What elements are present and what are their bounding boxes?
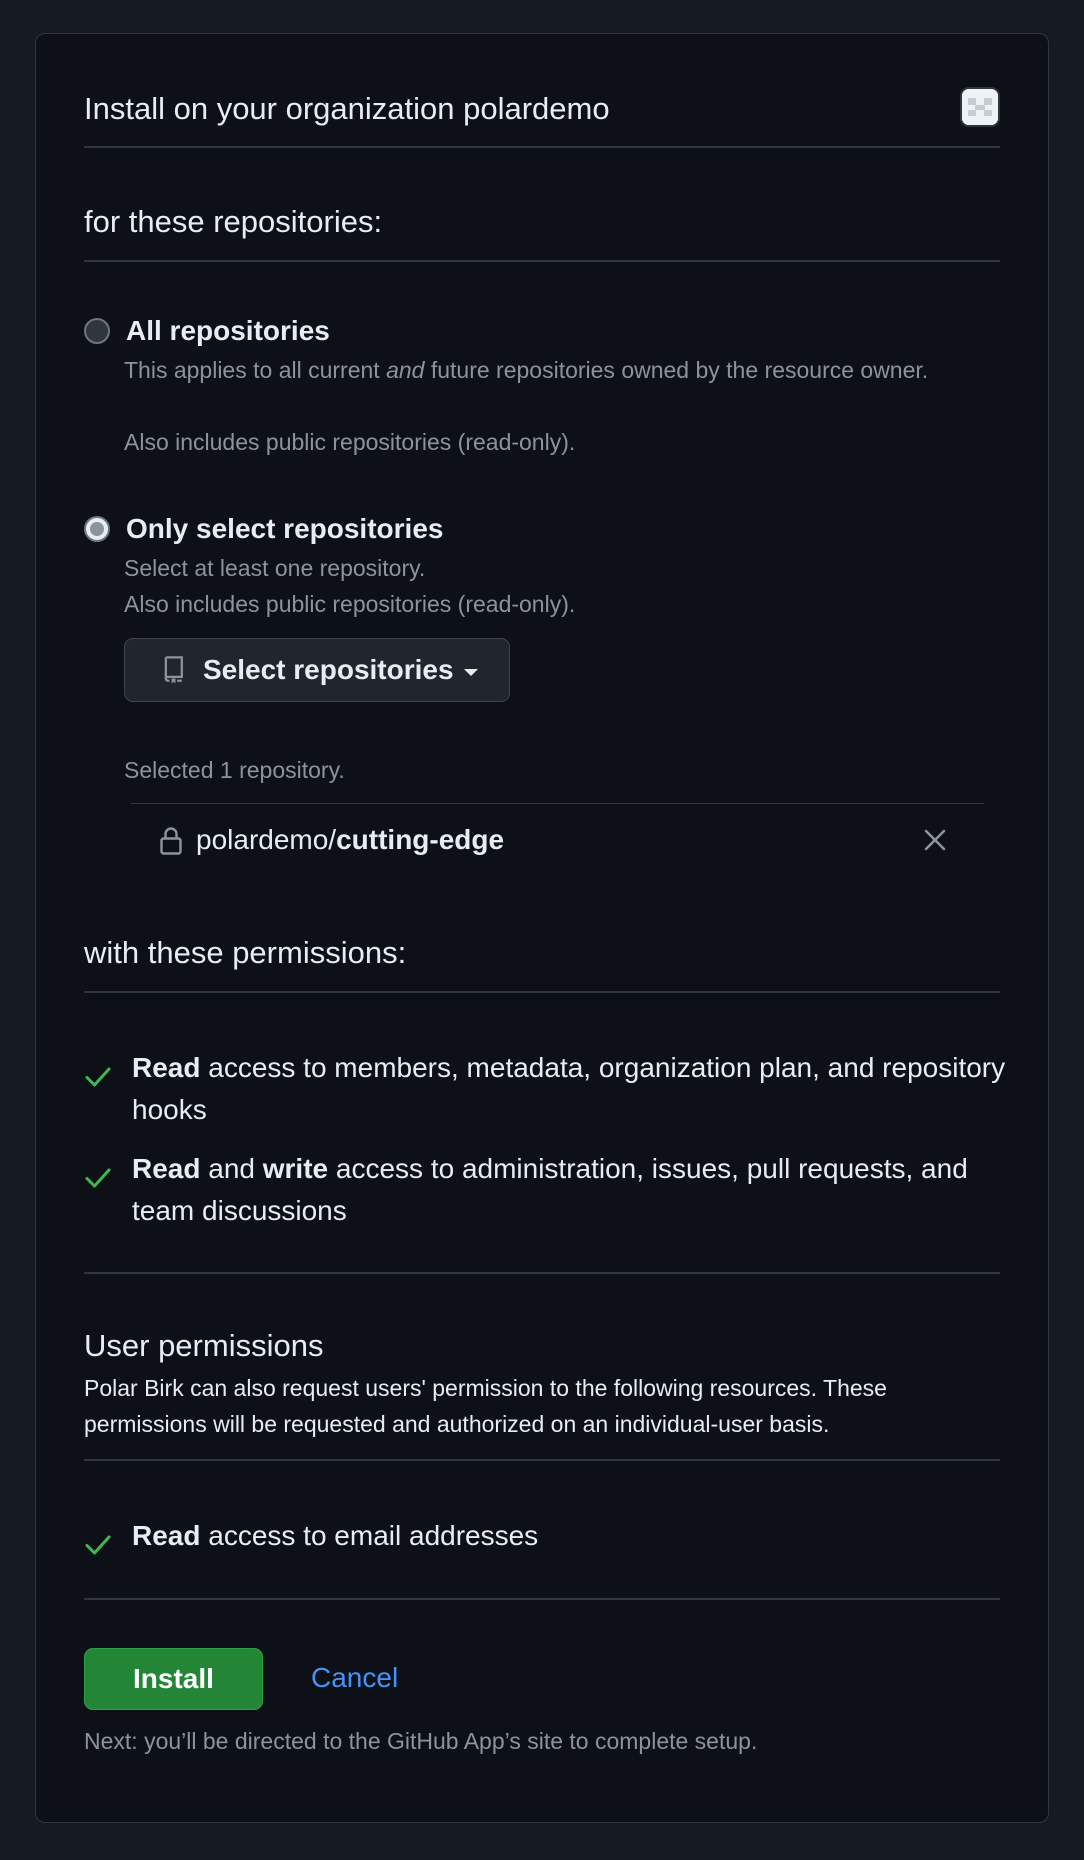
setup-footnote: Next: you’ll be directed to the GitHub App’s site to complete setup. — [84, 1728, 758, 1754]
divider — [84, 1272, 1000, 1274]
select-repositories-button-label: Select repositories — [203, 654, 454, 685]
repo-icon — [161, 655, 187, 685]
select-repositories-button[interactable] — [124, 638, 510, 702]
org-avatar[interactable] — [960, 87, 1000, 127]
select-repositories-label[interactable]: Only select repositories — [126, 513, 444, 544]
selected-repository-name: polardemo/cutting-edge — [196, 824, 505, 855]
remove-repository-close-icon[interactable] — [921, 826, 949, 854]
identicon-avatar-icon — [962, 89, 998, 125]
selected-count: Selected 1 repository. — [124, 757, 345, 783]
user-permissions-description: Polar Birk can also request users' permission to the following resources. These permissions will be requested and authorized on an individual-user basis. — [84, 1375, 887, 1437]
page-title: Install on your organization polardemo — [84, 91, 610, 126]
all-repositories-note: Also includes public repositories (read-only). — [124, 429, 576, 455]
divider — [84, 1598, 1000, 1600]
selected-repository-row — [131, 803, 984, 878]
all-repositories-description: This applies to all current and future repositories owned by the resource owner. — [124, 357, 929, 383]
all-repositories-radio[interactable] — [84, 318, 110, 344]
lock-icon — [159, 826, 183, 856]
caret-down-icon — [464, 669, 478, 676]
divider — [84, 1459, 1000, 1461]
check-icon — [84, 1166, 112, 1190]
divider — [84, 260, 1000, 262]
permissions-heading: with these permissions: — [84, 935, 407, 970]
select-repositories-note: Also includes public repositories (read-only). — [124, 591, 576, 617]
select-repositories-radio[interactable] — [84, 516, 110, 542]
install-card: Install on your organization polardemo for these repositories: All repositories This applies to all current and future repositories owned by the resource owner. Also includes public repositories (read-only). Only select repositories Select at least one repository. Also includes public repositories (read-only). Select repositories Selected 1 repository. polardemo/cutting-edge with these permissions: Read access to members, metadata, organization plan, and repository hooks Read and write access to administration, issues, pull requests, and team discussions User permissions Polar Birk can also request users' permission to the following resources. These permissions will be requested and authorized on an individual-user basis. Read access to email addresses Install Cancel Next: you’ll be directed to the GitHub App’s site to complete setup. — [35, 33, 1049, 1823]
cancel-link[interactable]: Cancel — [311, 1662, 399, 1693]
divider — [84, 146, 1000, 148]
select-repositories-description: Select at least one repository. — [124, 555, 426, 581]
divider — [84, 991, 1000, 993]
repositories-heading: for these repositories: — [84, 204, 383, 239]
install-button[interactable]: Install — [84, 1648, 263, 1710]
all-repositories-label[interactable]: All repositories — [126, 315, 330, 346]
check-icon — [84, 1065, 112, 1089]
user-permissions-heading: User permissions — [84, 1328, 324, 1363]
check-icon — [84, 1533, 112, 1557]
